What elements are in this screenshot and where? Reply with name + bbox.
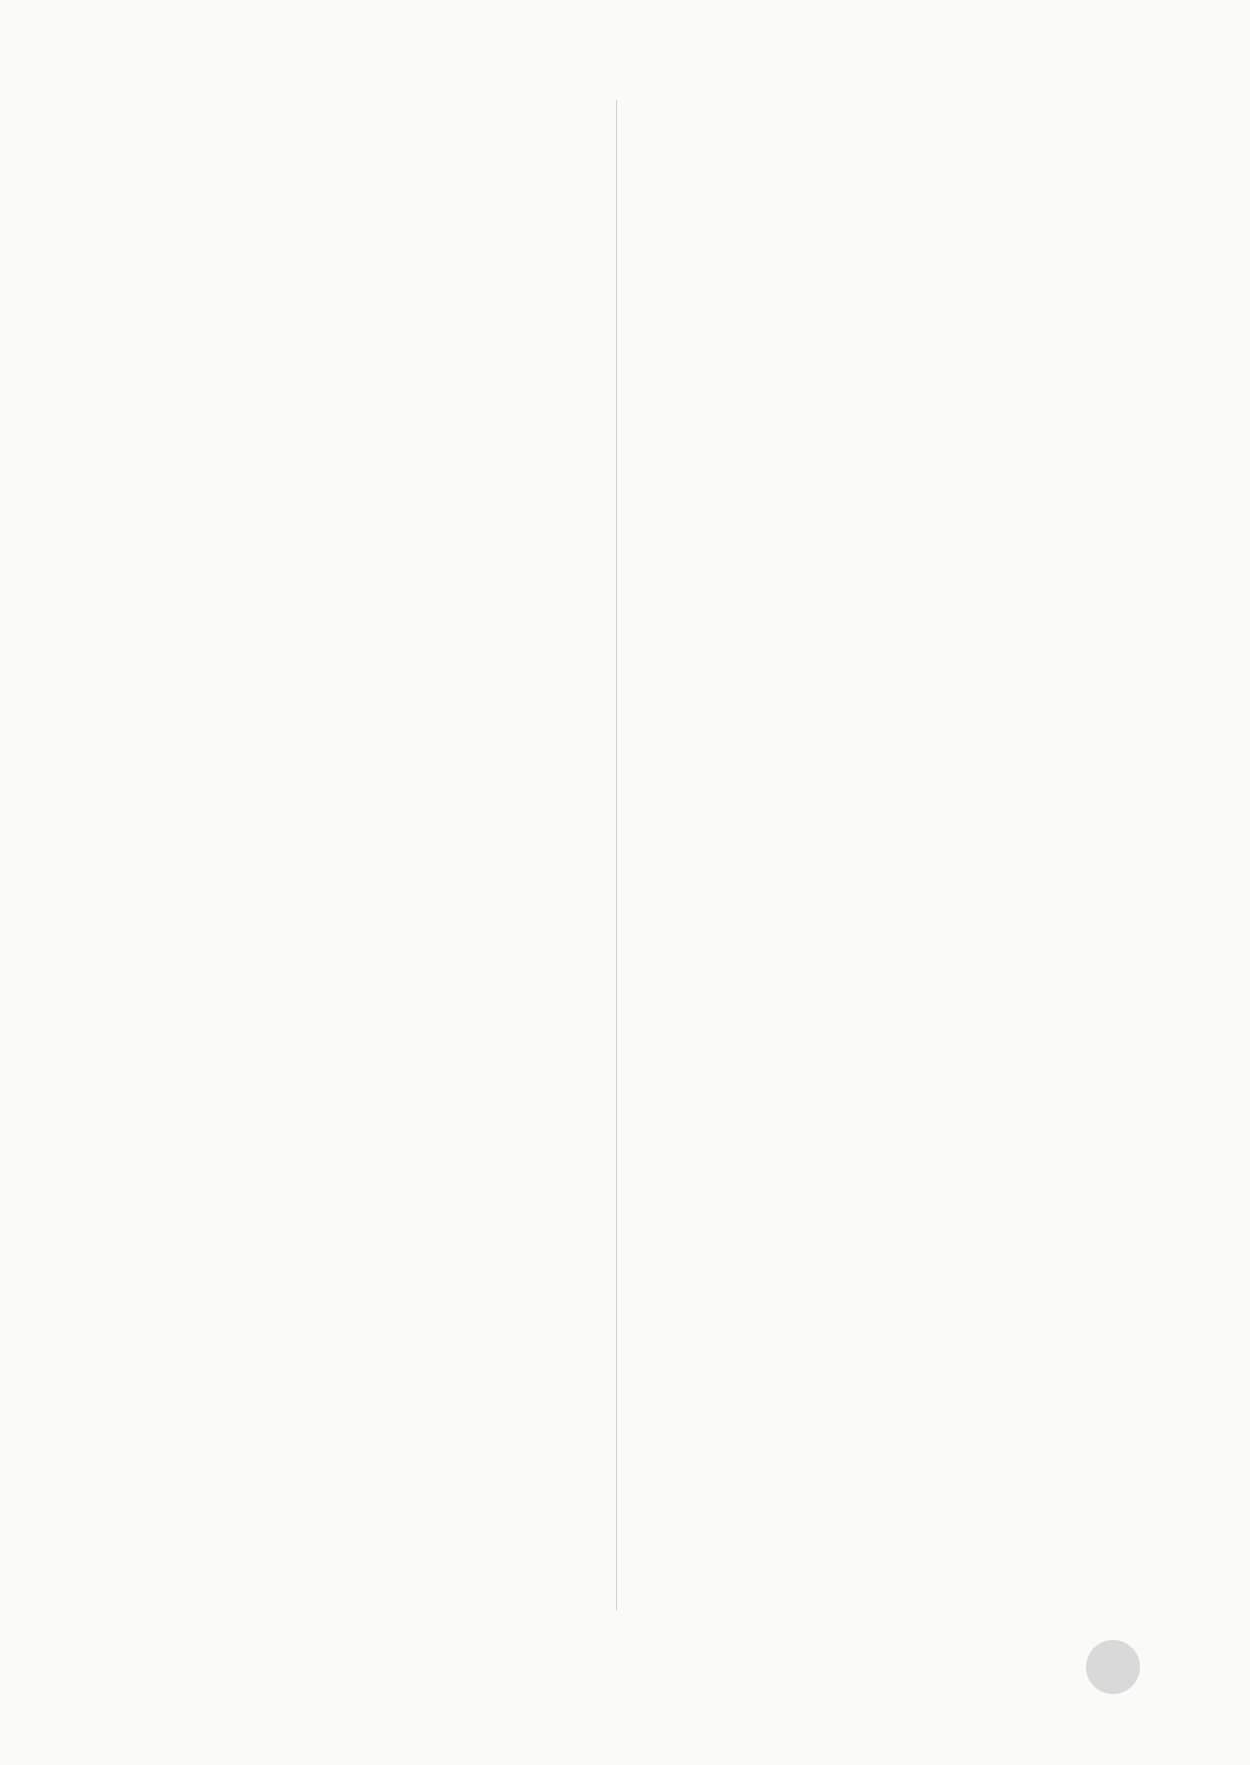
left-column [92,104,618,108]
right-column [640,104,1166,106]
column-divider [616,100,617,1610]
page-footer [1076,1640,1140,1694]
page-number-badge [1086,1640,1140,1694]
